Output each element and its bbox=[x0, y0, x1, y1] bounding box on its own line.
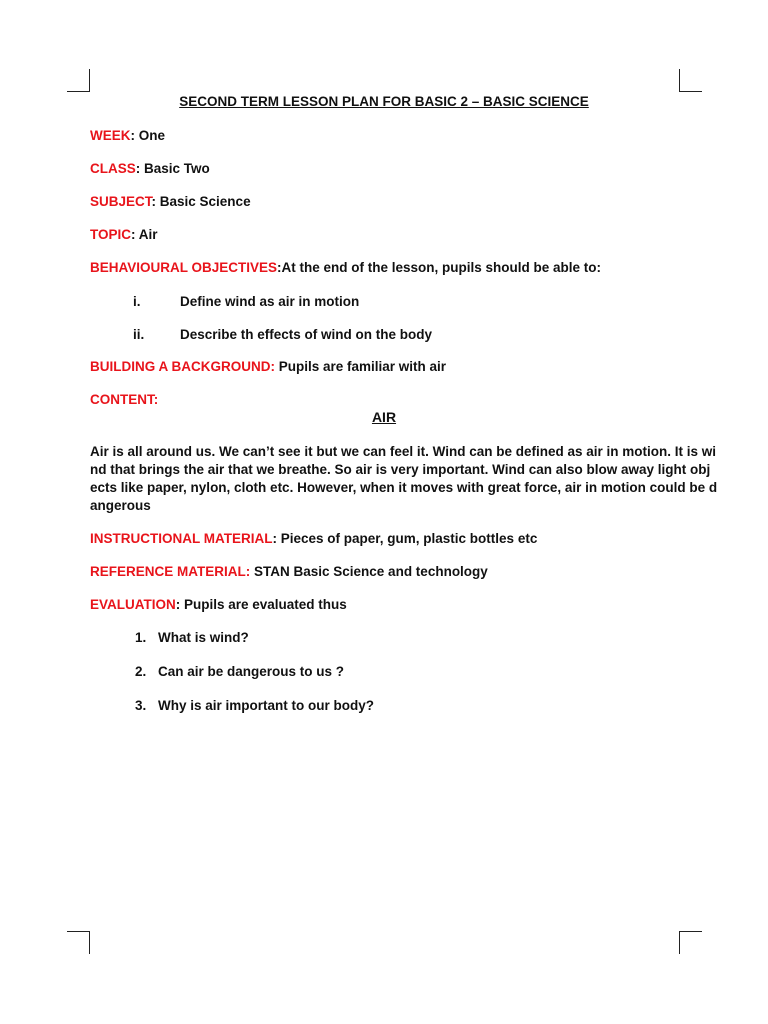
crop-mark-bottom-left bbox=[67, 931, 90, 954]
reference-value: STAN Basic Science and technology bbox=[250, 564, 488, 579]
subject-row bbox=[90, 194, 251, 210]
paragraph-line: Air is all around us. We can’t see it but we can feel it. Wind can be defined as air in motion. It is wi bbox=[90, 444, 717, 459]
evaluation-marker: 2. bbox=[135, 664, 147, 679]
class-value: : Basic Two bbox=[135, 161, 210, 176]
topic-value: : Air bbox=[131, 227, 158, 242]
class-label: CLASS bbox=[90, 161, 136, 176]
background-label: BUILDING A BACKGROUND: bbox=[90, 359, 275, 374]
evaluation-marker: 1. bbox=[135, 630, 147, 645]
evaluation-item: Why is air important to our body? bbox=[158, 698, 374, 713]
reference-label: REFERENCE MATERIAL: bbox=[90, 564, 251, 579]
content-label: CONTENT: bbox=[90, 392, 159, 407]
content-heading: AIR bbox=[371, 409, 397, 425]
page-title: SECOND TERM LESSON PLAN FOR BASIC 2 – BASIC SCIENCE bbox=[179, 94, 589, 109]
topic-label: TOPIC bbox=[90, 227, 132, 242]
evaluation-row bbox=[90, 597, 347, 613]
paragraph-line: angerous bbox=[90, 498, 151, 513]
objectives-label: BEHAVIOURAL OBJECTIVES bbox=[90, 260, 278, 275]
content-row bbox=[90, 392, 158, 408]
evaluation-item: What is wind? bbox=[158, 630, 249, 645]
reference-row bbox=[90, 564, 488, 580]
crop-mark-bottom-right bbox=[679, 931, 702, 954]
objective-marker: ii. bbox=[133, 327, 145, 342]
objectives-row bbox=[90, 260, 601, 276]
subject-label: SUBJECT bbox=[90, 194, 152, 209]
objective-item: Define wind as air in motion bbox=[180, 294, 360, 309]
crop-mark-top-right bbox=[679, 69, 702, 92]
background-row bbox=[90, 359, 446, 375]
instructional-row bbox=[90, 531, 537, 547]
week-value: : One bbox=[130, 128, 166, 143]
instructional-label: INSTRUCTIONAL MATERIAL bbox=[90, 531, 273, 546]
objective-item: Describe th effects of wind on the body bbox=[180, 327, 433, 342]
week-row bbox=[90, 128, 165, 144]
evaluation-value: : Pupils are evaluated thus bbox=[175, 597, 347, 612]
evaluation-marker: 3. bbox=[135, 698, 147, 713]
week-label: WEEK bbox=[90, 128, 131, 143]
objective-marker: i. bbox=[133, 294, 141, 309]
background-value: Pupils are familiar with air bbox=[275, 359, 447, 374]
subject-value: : Basic Science bbox=[151, 194, 251, 209]
paragraph-line: nd that brings the air that we breathe. So air is very important. Wind can also blow away light obj bbox=[90, 462, 711, 477]
crop-mark-top-left bbox=[67, 69, 90, 92]
class-row bbox=[90, 161, 210, 177]
objectives-value: :At the end of the lesson, pupils should be able to: bbox=[277, 260, 602, 275]
evaluation-item: Can air be dangerous to us ? bbox=[158, 664, 345, 679]
paragraph-line: ects like paper, nylon, cloth etc. However, when it moves with great force, air in motion could be d bbox=[90, 480, 718, 495]
topic-row bbox=[90, 227, 158, 243]
evaluation-label: EVALUATION bbox=[90, 597, 176, 612]
content-paragraph bbox=[90, 443, 718, 515]
instructional-value: : Pieces of paper, gum, plastic bottles etc bbox=[272, 531, 538, 546]
